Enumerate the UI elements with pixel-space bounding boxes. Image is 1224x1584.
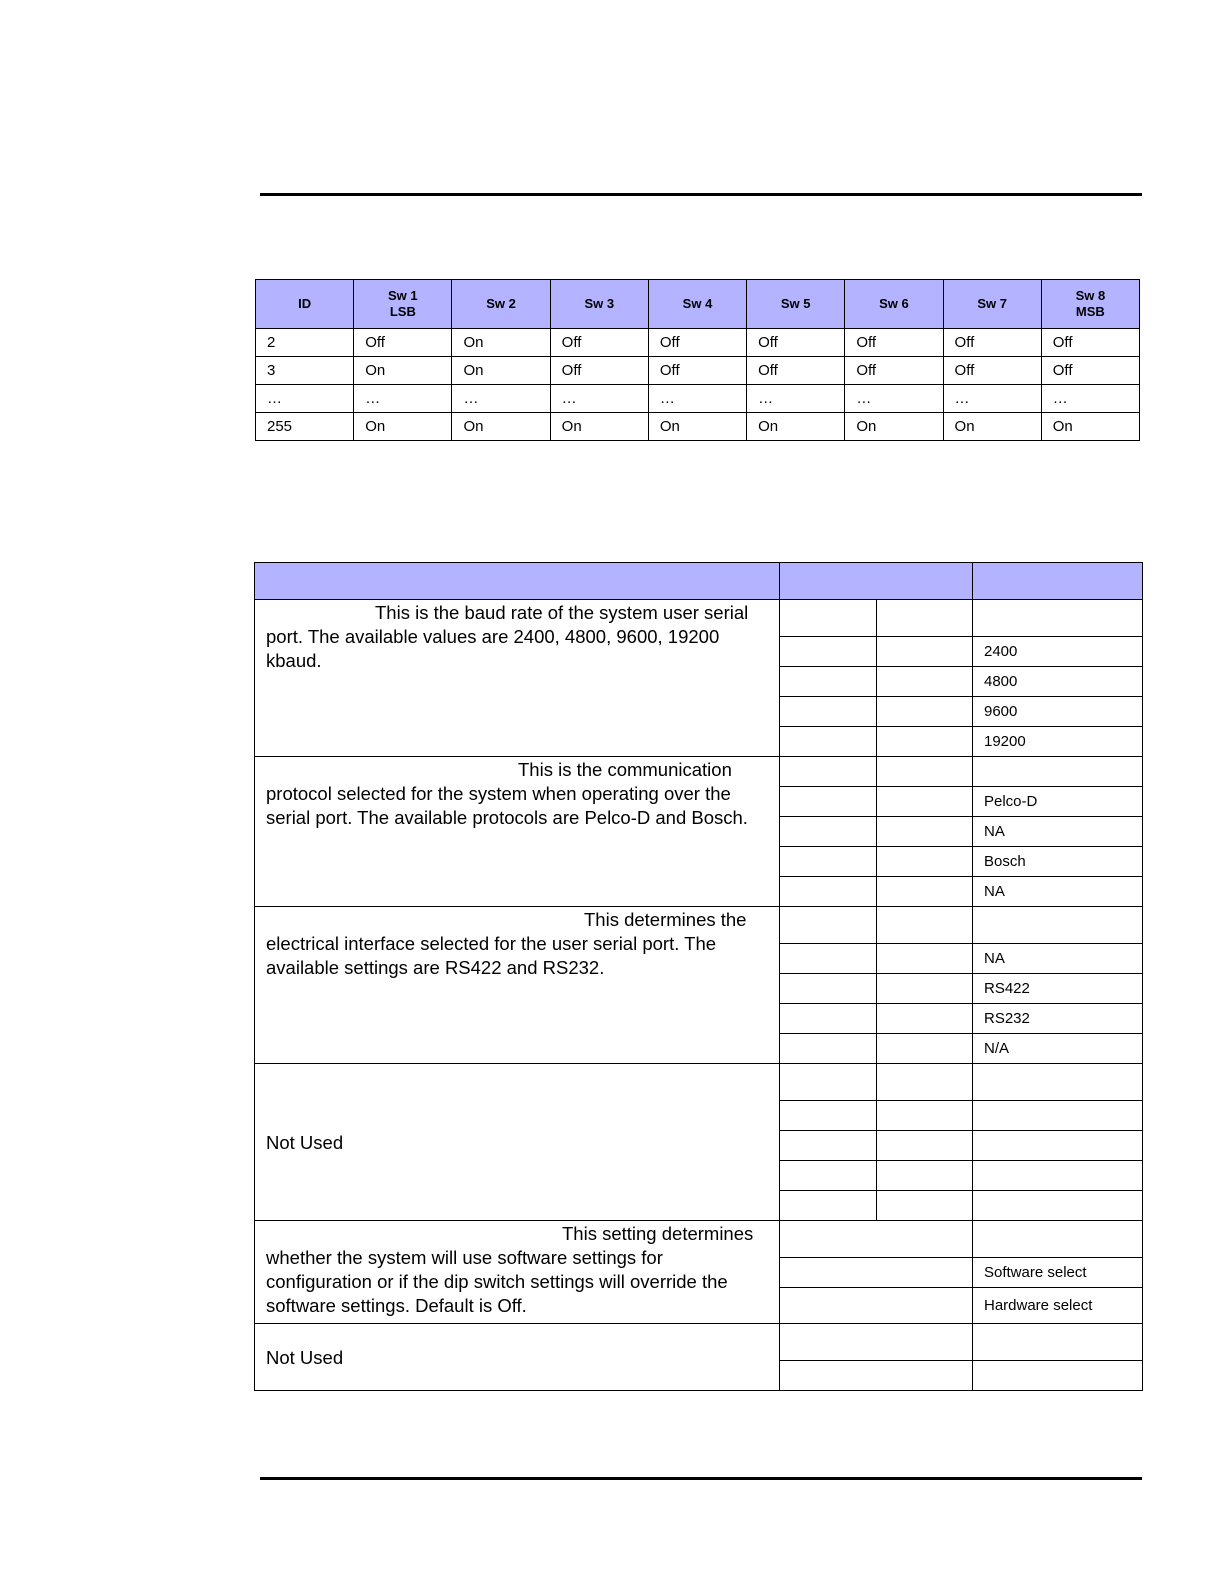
switch-cell [780, 907, 877, 944]
value-cell [973, 1221, 1143, 1258]
value-cell: 2400 [973, 637, 1143, 667]
switch-cell [780, 1361, 973, 1391]
switch-cell [877, 600, 973, 637]
value-cell: 19200 [973, 727, 1143, 757]
header-sw7: Sw 7 [943, 280, 1041, 329]
table-row [255, 1324, 1143, 1361]
value-cell: RS422 [973, 974, 1143, 1004]
switch-cell [780, 667, 877, 697]
cell-sw5: On [747, 413, 845, 441]
switch-cell [877, 847, 973, 877]
table-header-row [255, 563, 1143, 600]
switch-cell [780, 1101, 877, 1131]
baud-rate-description: This is the baud rate of the system user serial port. The available values are 2400, 4800, 9600, 19200 kbaud. [255, 600, 780, 757]
switch-cell [780, 1004, 877, 1034]
cell-sw5: … [747, 385, 845, 413]
switch-cell [877, 667, 973, 697]
switch-cell [780, 1131, 877, 1161]
cell-sw1: … [354, 385, 452, 413]
table-row [255, 907, 1143, 944]
cell-sw4: … [648, 385, 746, 413]
switch-cell [780, 1288, 973, 1324]
cell-sw3: On [550, 413, 648, 441]
switch-cell [780, 1258, 973, 1288]
cell-sw3: … [550, 385, 648, 413]
switch-cell [780, 847, 877, 877]
switch-settings-table [254, 562, 1143, 1391]
value-cell: N/A [973, 1034, 1143, 1064]
protocol-description: This is the communication protocol selected for the system when operating over the serial port. The available protocols are Pelco-D and Bosch. [255, 757, 780, 907]
cell-sw2: On [452, 357, 550, 385]
value-cell: RS232 [973, 1004, 1143, 1034]
value-cell: Pelco-D [973, 787, 1143, 817]
cell-sw2: … [452, 385, 550, 413]
switch-cell [877, 877, 973, 907]
cell-sw2: On [452, 329, 550, 357]
switch-cell [877, 1131, 973, 1161]
switch-cell [780, 817, 877, 847]
switch-cell [780, 1064, 877, 1101]
switch-cell [877, 944, 973, 974]
cell-sw5: Off [747, 357, 845, 385]
value-cell: 9600 [973, 697, 1143, 727]
cell-sw3: Off [550, 357, 648, 385]
cell-sw3: Off [550, 329, 648, 357]
cell-sw8: Off [1041, 357, 1139, 385]
cell-sw6: On [845, 413, 943, 441]
cell-sw8: On [1041, 413, 1139, 441]
cell-sw8: … [1041, 385, 1139, 413]
cell-sw1: On [354, 357, 452, 385]
value-cell: Hardware select [973, 1288, 1143, 1324]
cell-id: 2 [256, 329, 354, 357]
table-row [255, 1221, 1143, 1258]
cell-sw4: Off [648, 329, 746, 357]
cell-sw1: On [354, 413, 452, 441]
switch-cell [877, 1191, 973, 1221]
value-cell [973, 1131, 1143, 1161]
value-cell: Bosch [973, 847, 1143, 877]
cell-sw5: Off [747, 329, 845, 357]
cell-id: 255 [256, 413, 354, 441]
header-sw8: Sw 8 MSB [1041, 280, 1139, 329]
header-switch [780, 563, 973, 600]
switch-cell [780, 1324, 973, 1361]
switch-cell [877, 1034, 973, 1064]
value-cell [973, 1101, 1143, 1131]
value-cell: 4800 [973, 667, 1143, 697]
cell-sw7: On [943, 413, 1041, 441]
cell-sw6: … [845, 385, 943, 413]
switch-cell [877, 1004, 973, 1034]
value-cell [973, 1324, 1143, 1361]
switch-cell [877, 637, 973, 667]
switch-cell [780, 727, 877, 757]
value-cell [973, 1064, 1143, 1101]
not-used-description: Not Used [255, 1324, 780, 1391]
switch-cell [780, 877, 877, 907]
header-value [973, 563, 1143, 600]
switch-cell [877, 974, 973, 1004]
value-cell: NA [973, 817, 1143, 847]
switch-cell [877, 1161, 973, 1191]
table-row [256, 413, 1140, 441]
id-switch-table [255, 279, 1140, 441]
switch-cell [877, 787, 973, 817]
header-description [255, 563, 780, 600]
value-cell [973, 600, 1143, 637]
header-sw4: Sw 4 [648, 280, 746, 329]
select-mode-description: This setting determines whether the system will use software settings for configuration or if the dip switch settings will override the software settings. Default is Off. [255, 1221, 780, 1324]
header-sw6: Sw 6 [845, 280, 943, 329]
switch-cell [780, 1221, 973, 1258]
switch-cell [877, 757, 973, 787]
cell-sw7: … [943, 385, 1041, 413]
switch-cell [877, 727, 973, 757]
cell-id: … [256, 385, 354, 413]
cell-sw7: Off [943, 329, 1041, 357]
switch-cell [877, 697, 973, 727]
switch-cell [780, 757, 877, 787]
value-cell: Software select [973, 1258, 1143, 1288]
table-header-row [256, 280, 1140, 329]
switch-cell [780, 974, 877, 1004]
switch-cell [780, 697, 877, 727]
header-rule [260, 193, 1142, 196]
table-row [255, 757, 1143, 787]
value-cell [973, 1361, 1143, 1391]
table-row [255, 1064, 1143, 1101]
cell-sw8: Off [1041, 329, 1139, 357]
cell-sw6: Off [845, 357, 943, 385]
cell-sw4: Off [648, 357, 746, 385]
cell-sw1: Off [354, 329, 452, 357]
cell-sw6: Off [845, 329, 943, 357]
value-cell [973, 757, 1143, 787]
switch-cell [877, 817, 973, 847]
header-sw1: Sw 1 LSB [354, 280, 452, 329]
value-cell: NA [973, 877, 1143, 907]
header-sw2: Sw 2 [452, 280, 550, 329]
not-used-description: Not Used [255, 1064, 780, 1221]
cell-sw2: On [452, 413, 550, 441]
switch-cell [877, 907, 973, 944]
switch-cell [780, 1034, 877, 1064]
switch-cell [780, 637, 877, 667]
value-cell [973, 907, 1143, 944]
header-id: ID [256, 280, 354, 329]
switch-cell [877, 1064, 973, 1101]
table-row [256, 329, 1140, 357]
header-sw5: Sw 5 [747, 280, 845, 329]
cell-sw7: Off [943, 357, 1041, 385]
header-sw3: Sw 3 [550, 280, 648, 329]
table-row [255, 600, 1143, 637]
value-cell: NA [973, 944, 1143, 974]
cell-id: 3 [256, 357, 354, 385]
switch-cell [877, 1101, 973, 1131]
table-row [256, 385, 1140, 413]
cell-sw4: On [648, 413, 746, 441]
value-cell [973, 1191, 1143, 1221]
switch-cell [780, 1161, 877, 1191]
interface-description: This determines the electrical interface selected for the user serial port. The available settings are RS422 and RS232. [255, 907, 780, 1064]
switch-cell [780, 944, 877, 974]
footer-rule [260, 1477, 1142, 1480]
switch-cell [780, 787, 877, 817]
switch-cell [780, 600, 877, 637]
table-row [256, 357, 1140, 385]
value-cell [973, 1161, 1143, 1191]
switch-cell [780, 1191, 877, 1221]
